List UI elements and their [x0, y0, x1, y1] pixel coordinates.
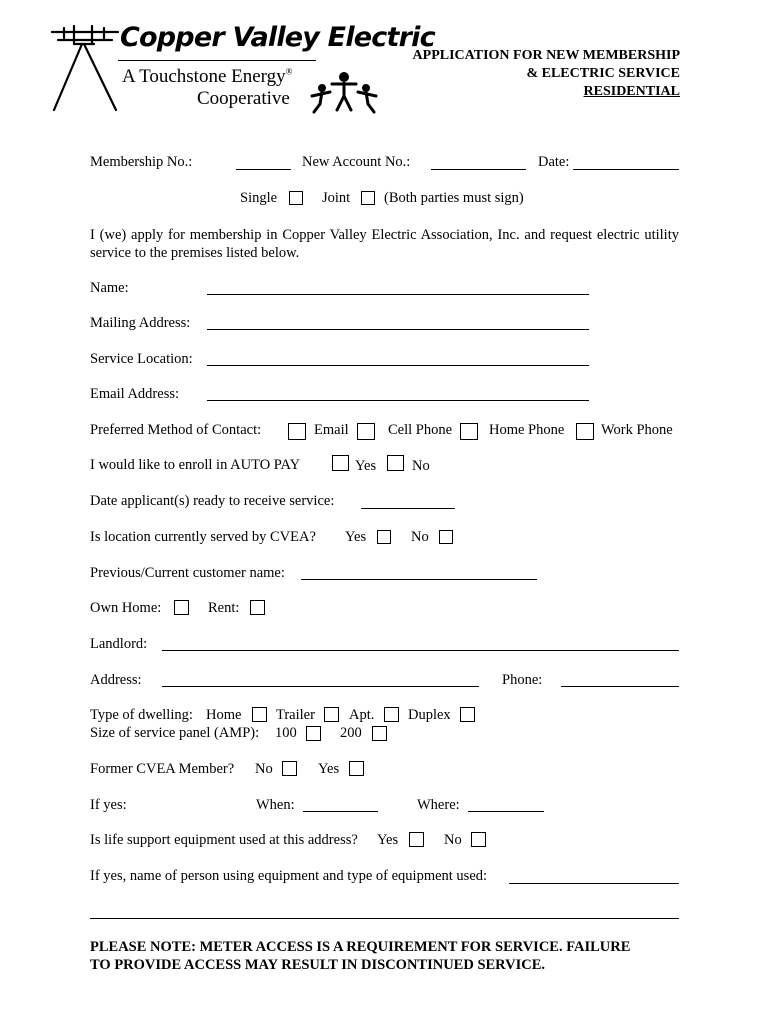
new-account-no-label: New Account No.: — [302, 154, 411, 170]
brand-name: Copper Valley Electric — [120, 22, 435, 53]
life-support-yes-checkbox[interactable] — [409, 832, 424, 847]
cooperative-text: Cooperative — [197, 88, 290, 109]
contact-work-checkbox[interactable] — [576, 423, 594, 440]
service-location-label: Service Location: — [90, 351, 193, 367]
registered-mark: ® — [285, 66, 293, 77]
touchstone-figures-icon — [308, 70, 380, 114]
membership-no-field[interactable] — [236, 169, 291, 170]
email-address-label: Email Address: — [90, 386, 180, 402]
mailing-address-label: Mailing Address: — [90, 315, 191, 331]
dwelling-trailer-checkbox[interactable] — [324, 707, 339, 722]
touchstone-label: A Touchstone Energy — [122, 66, 286, 87]
landlord-phone-label: Phone: — [502, 672, 543, 688]
location-served-yes-label: Yes — [345, 529, 367, 545]
contact-email-label: Email — [314, 422, 349, 438]
notice-line2: TO PROVIDE ACCESS MAY RESULT IN DISCONTINUED SERVICE. — [90, 957, 546, 973]
logo-divider — [118, 60, 316, 61]
panel-size-label: Size of service panel (AMP): — [90, 725, 260, 741]
single-checkbox[interactable] — [289, 191, 303, 205]
form-title-line2: & ELECTRIC SERVICE — [526, 66, 680, 81]
contact-cell-label: Cell Phone — [388, 422, 453, 438]
prev-customer-field[interactable] — [301, 579, 537, 580]
power-tower-icon — [44, 22, 124, 114]
location-served-no-label: No — [411, 529, 429, 545]
auto-pay-label: I would like to enroll in AUTO PAY — [90, 457, 301, 473]
date-field[interactable] — [573, 169, 679, 170]
form-title-line1: APPLICATION FOR NEW MEMBERSHIP — [412, 48, 680, 63]
single-label: Single — [240, 190, 278, 206]
dwelling-apt-label: Apt. — [349, 707, 375, 723]
landlord-address-label: Address: — [90, 672, 142, 688]
joint-label: Joint — [322, 190, 351, 206]
joint-checkbox[interactable] — [361, 191, 375, 205]
membership-no-label: Membership No.: — [90, 154, 193, 170]
former-member-yes-checkbox[interactable] — [349, 761, 364, 776]
dwelling-apt-checkbox[interactable] — [384, 707, 399, 722]
life-support-label: Is life support equipment used at this address? — [90, 832, 358, 848]
date-ready-label: Date applicant(s) ready to receive service: — [90, 493, 335, 509]
preferred-contact-label: Preferred Method of Contact: — [90, 422, 262, 438]
contact-email-checkbox[interactable] — [288, 423, 306, 440]
both-parties-note: (Both parties must sign) — [384, 190, 524, 206]
date-ready-field[interactable] — [361, 508, 455, 509]
contact-cell-checkbox[interactable] — [357, 423, 375, 440]
own-home-checkbox[interactable] — [174, 600, 189, 615]
life-support-name-label: If yes, name of person using equipment and type of equipment used: — [90, 868, 488, 884]
where-field[interactable] — [468, 811, 544, 812]
prev-customer-label: Previous/Current customer name: — [90, 565, 285, 581]
panel-100-label: 100 — [275, 725, 297, 741]
new-account-no-field[interactable] — [431, 169, 526, 170]
when-field[interactable] — [303, 811, 378, 812]
touchstone-text — [122, 66, 293, 88]
former-member-yes-label: Yes — [318, 761, 340, 777]
auto-pay-no-checkbox[interactable] — [387, 455, 404, 471]
panel-200-checkbox[interactable] — [372, 726, 387, 741]
contact-work-label: Work Phone — [601, 422, 673, 438]
auto-pay-no-label: No — [412, 458, 430, 474]
dwelling-type-label: Type of dwelling: — [90, 707, 193, 723]
name-label: Name: — [90, 280, 129, 296]
notice-line1: PLEASE NOTE: METER ACCESS IS A REQUIREMENT FOR SERVICE. FAILURE — [90, 939, 631, 955]
dwelling-duplex-checkbox[interactable] — [460, 707, 475, 722]
where-label: Where: — [417, 797, 460, 813]
date-label: Date: — [538, 154, 570, 170]
if-yes-label: If yes: — [90, 797, 127, 813]
intro-paragraph: I (we) apply for membership in Copper Valley Electric Association, Inc. and request electric utility service to the premises listed below. — [90, 227, 679, 261]
dwelling-trailer-label: Trailer — [276, 707, 315, 723]
dwelling-duplex-label: Duplex — [408, 707, 451, 723]
form-title-line3: RESIDENTIAL — [583, 84, 680, 99]
panel-100-checkbox[interactable] — [306, 726, 321, 741]
former-member-no-label: No — [255, 761, 273, 777]
auto-pay-yes-label: Yes — [355, 458, 377, 474]
dwelling-home-label: Home — [206, 707, 242, 723]
life-support-yes-label: Yes — [377, 832, 399, 848]
contact-home-checkbox[interactable] — [460, 423, 478, 440]
former-member-label: Former CVEA Member? — [90, 761, 235, 777]
life-support-no-label: No — [444, 832, 462, 848]
location-served-yes-checkbox[interactable] — [377, 530, 391, 544]
life-support-name-field[interactable] — [509, 883, 679, 884]
service-location-field[interactable] — [207, 365, 589, 366]
landlord-address-field[interactable] — [162, 686, 479, 687]
own-home-label: Own Home: — [90, 600, 162, 616]
rent-checkbox[interactable] — [250, 600, 265, 615]
dwelling-home-checkbox[interactable] — [252, 707, 267, 722]
landlord-phone-field[interactable] — [561, 686, 679, 687]
life-support-no-checkbox[interactable] — [471, 832, 486, 847]
email-address-field[interactable] — [207, 400, 589, 401]
former-member-no-checkbox[interactable] — [282, 761, 297, 776]
contact-home-label: Home Phone — [489, 422, 565, 438]
life-support-extra-line[interactable] — [90, 918, 679, 919]
location-served-no-checkbox[interactable] — [439, 530, 453, 544]
panel-200-label: 200 — [340, 725, 362, 741]
rent-label: Rent: — [208, 600, 240, 616]
landlord-label: Landlord: — [90, 636, 148, 652]
auto-pay-yes-checkbox[interactable] — [332, 455, 349, 471]
mailing-address-field[interactable] — [207, 329, 589, 330]
name-field[interactable] — [207, 294, 589, 295]
location-served-label: Is location currently served by CVEA? — [90, 529, 316, 545]
when-label: When: — [256, 797, 295, 813]
landlord-field[interactable] — [162, 650, 679, 651]
